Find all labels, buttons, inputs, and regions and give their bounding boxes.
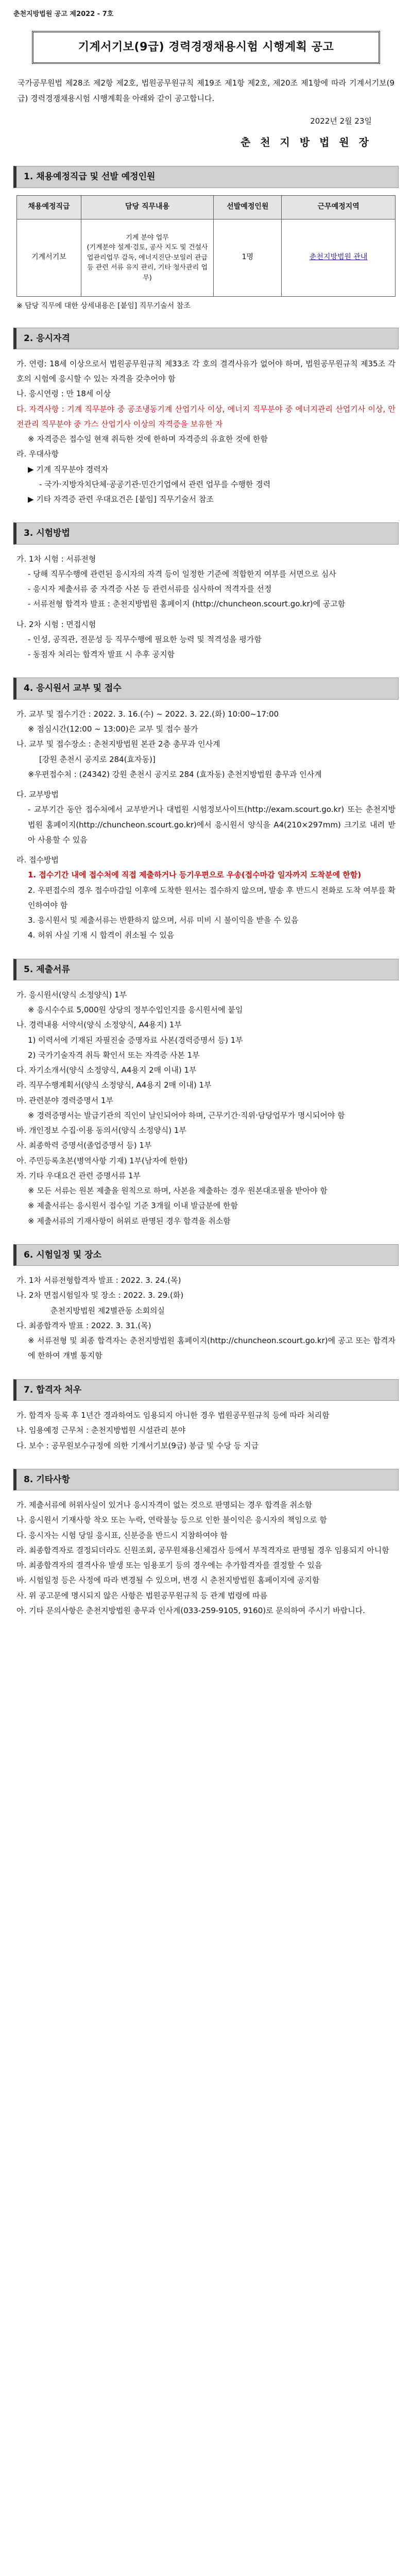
section-documents [13, 988, 399, 1229]
section-qualifications [13, 357, 399, 507]
section-header-qualifications: 2. 응시자격 [13, 328, 399, 349]
section-header-application: 4. 응시원서 교부 및 접수 [13, 677, 399, 699]
section-header-schedule: 6. 시험일정 및 장소 [13, 1244, 399, 1266]
list-item: 다. 보수 : 공무원보수규정에 의한 기계서기보(9급) 봉급 및 수당 등 지급 [16, 1440, 259, 1450]
list-item: 마. 관련분야 경력증명서 1부 [16, 1095, 114, 1105]
table-header-cell: 근무예정지역 [282, 195, 396, 219]
list-item: 라. 우대사항 [16, 449, 59, 459]
list-item: 2) 국가기술자격 취득 확인서 또는 자격증 사본 1부 [28, 1050, 200, 1060]
list-item: 2. 우편접수의 경우 접수마감일 이후에 도착한 원서는 접수하지 않으며, 발송 후 반드시 전화로 도착 여부를 확인하여야 함 [28, 885, 396, 910]
list-item: - 교부기간 동안 접수처에서 교부받거나 대법원 시험정보사이트(http://exam.scourt.go.kr) 또는 춘천지방법원 홈페이지(http://chuncheon.scourt.go.kr)에서 응시원서 양식을 A4(210×297mm) 크기로 내려 받아 사용할 수 있음 [28, 805, 396, 844]
list-item: 가. 1차 서류전형합격자 발표 : 2022. 3. 24.(목) [16, 1276, 181, 1285]
table-header-cell: 선발예정인원 [214, 195, 282, 219]
section-header-misc: 8. 기타사항 [13, 1469, 399, 1490]
section-header-recruitment: 1. 채용예정직급 및 선발 예정인원 [13, 166, 399, 188]
page-title: 기계서기보(9급) 경력경쟁채용시험 시행계획 공고 [32, 31, 380, 64]
list-item: 라. 접수방법 [16, 855, 59, 865]
list-item: ※ 제출서류는 응시원서 접수일 기준 3개월 이내 발급분에 한함 [28, 1201, 238, 1211]
list-item: 가. 1차 시험 : 서류전형 [16, 554, 96, 564]
table-header-cell: 채용예정직급 [17, 195, 81, 219]
list-item: 가. 연령: 18세 이상으로서 법원공무원규칙 제33조 각 호의 결격사유가 없어야 하며, 법원공무원규칙 제35조 각 호의 시험에 응시할 수 있는 자격을 갖추어야 함 [16, 359, 396, 384]
list-item: - 서류전형 합격자 발표 : 춘천지방법원 홈페이지 (http://chuncheon.scourt.go.kr)에 공고함 [28, 599, 346, 609]
table-header-cell: 담당 직무내용 [81, 195, 213, 219]
list-item: 가. 교부 및 접수기간 : 2022. 3. 16.(수) ~ 2022. 3. 22.(화) 10:00~17:00 [16, 709, 279, 719]
section-header-exam-method: 3. 시험방법 [13, 522, 399, 544]
list-item: 사. 위 공고문에 명시되지 않은 사항은 법원공무원규칙 등 관계 법령에 따름 [16, 1590, 268, 1600]
list-item: 3. 응시원서 및 제출서류는 반환하지 않으며, 서류 미비 시 불이익을 받을 수 있음 [28, 916, 299, 925]
list-item: 나. 응시원서 기재사항 착오 또는 누락, 연락불능 등으로 인한 불이익은 응시자의 책임으로 함 [16, 1515, 327, 1525]
list-item: 마. 최종합격자의 결격사유 발생 또는 임용포기 등의 경우에는 추가합격자를 결정할 수 있음 [16, 1561, 322, 1570]
list-item: 아. 기타 문의사항은 춘천지방법원 총무과 인사계(033-259-9105, 9160)로 문의하여 주시기 바랍니다. [16, 1605, 366, 1615]
list-item: 나. 2차 면접시험일자 및 장소 : 2022. 3. 29.(화) [16, 1291, 184, 1300]
list-item: 나. 교부 및 접수장소 : 춘천지방법원 본관 2층 총무과 인사계 [16, 739, 220, 749]
list-item: ※ 서류전형 및 최종 합격자는 춘천지방법원 홈페이지(http://chuncheon.scourt.go.kr)에 공고 또는 합격자에 한하여 개별 통지함 [28, 1336, 396, 1361]
list-item: 라. 최종합격자로 결정되더라도 신원조회, 공무원채용신체검사 등에서 부적격자로 판명될 경우 임용되지 아니함 [16, 1545, 389, 1555]
list-item: 다. 교부방법 [16, 790, 59, 800]
list-item: ※ 점심시간(12:00 ~ 13:00)은 교부 및 접수 불가 [28, 724, 198, 734]
list-item: 나. 2차 시험 : 면접시험 [16, 619, 96, 629]
list-item: 바. 시험일정 등은 사정에 따라 변경될 수 있으며, 변경 시 춘천지방법원 홈페이지에 공지함 [16, 1575, 320, 1585]
list-item: 아. 주민등록초본(병역사항 기재) 1부(남자에 한함) [16, 1156, 188, 1165]
section-exam-method [13, 552, 399, 663]
section-application [13, 707, 399, 943]
list-item: - 인성, 공직관, 전문성 등 직무수행에 필요한 능력 및 적격성을 평가함 [28, 634, 262, 644]
list-item: ※ 경력증명서는 발급기관의 직인이 날인되어야 하며, 근무기간·직위·담당업무가 명시되어야 함 [28, 1110, 345, 1120]
list-item: 춘천지방법원 제2별관동 소회의실 [50, 1306, 165, 1315]
list-item: 가. 합격자 등록 후 1년간 경과하여도 임용되지 아니한 경우 법원공무원규칙 등에 따라 처리함 [16, 1411, 330, 1420]
list-item: [강원 춘천시 공지로 284(효자동)] [39, 754, 156, 764]
section-header-treatment: 7. 합격자 처우 [13, 1379, 399, 1401]
section-header-documents: 5. 제출서류 [13, 959, 399, 980]
list-item: 나. 임용예정 근무처 : 춘천지방법원 시설관리 분야 [16, 1426, 186, 1435]
announcement-date: 2022년 2월 23일 [310, 116, 372, 126]
list-item: - 응시자 제출서류 중 자격증 사본 등 관련서류를 심사하여 적격자를 선정 [28, 584, 272, 594]
list-item: 다. 최종합격자 발표 : 2022. 3. 31.(목) [16, 1320, 151, 1330]
list-item: 바. 개인정보 수집·이용 동의서(양식 소정양식) 1부 [16, 1126, 186, 1136]
list-item: ※ 모든 서류는 원본 제출을 원칙으로 하며, 사본을 제출하는 경우 원본대조필을 받아야 함 [28, 1186, 328, 1196]
list-item-highlight: 1. 접수기간 내에 접수처에 직접 제출하거나 등기우편으로 우송(접수마감 일자까지 도착분에 한함) [28, 870, 362, 880]
list-item: ※우편접수처 : (24342) 강원 춘천시 공지로 284 (효자동) 춘천지방법원 총무과 인사계 [28, 769, 322, 779]
section-schedule [13, 1273, 399, 1364]
list-item: ※ 응시수수료 5,000원 상당의 정부수입인지를 응시원서에 붙임 [28, 1005, 243, 1015]
list-item: 다. 응시자는 시험 당일 응시표, 신분증을 반드시 지참하여야 함 [16, 1530, 228, 1540]
list-item-highlight: 다. 자격사항 : 기계 직무분야 중 공조냉동기계 산업기사 이상, 에너지 직무분야 중 에너지관리 산업기사 이상, 안전관리 직무분야 중 가스 산업기사 이상의 자격증을 보유한 자 [16, 404, 396, 429]
list-item: 나. 경력내용 서약서(양식 소정양식, A4용지) 1부 [16, 1020, 182, 1030]
list-item: ※ 자격증은 접수일 현재 취득한 것에 한하며 자격증의 유효한 것에 한함 [28, 434, 268, 444]
list-item: 4. 허위 사실 기재 시 합격이 취소될 수 있음 [28, 930, 175, 940]
table-row [17, 219, 396, 296]
section-recruitment [13, 195, 399, 312]
list-item: - 국가·지방자치단체·공공기관·민간기업에서 관련 업무를 수행한 경력 [39, 479, 271, 489]
list-item: 나. 응시연령 : 만 18세 이상 [16, 389, 111, 399]
list-item: 사. 최종학력 증명서(졸업증명서 등) 1부 [16, 1141, 152, 1150]
list-item: 가. 응시원서(양식 소정양식) 1부 [16, 990, 127, 999]
region-cell[interactable]: 춘천지방법원 관내 [282, 219, 396, 296]
list-item: 가. 제출서류에 허위사실이 있거나 응시자격이 없는 것으로 판명되는 경우 합격을 취소함 [16, 1500, 313, 1510]
section-misc [13, 1498, 399, 1618]
issuer-name: 춘 천 지 방 법 원 장 [240, 136, 372, 149]
table-note: ※ 담당 직무에 대한 상세내용은 [붙임] 직무기술서 참조 [16, 301, 191, 310]
list-item: - 동점자 처리는 합격자 발표 시 추후 공지함 [28, 650, 175, 659]
section-treatment [13, 1408, 399, 1453]
list-item: 1) 이력서에 기재된 자필진술 증명자료 사본(경력증명서 등) 1부 [28, 1035, 243, 1045]
intro-paragraph: 국가공무원법 제28조 제2항 제2호, 법원공무원규칙 제19조 제1항 제2호, 제20조 제1항에 따라 기계서기보(9급) 경력경쟁채용시험 시행계획을 아래와 같이 공고합니다. [18, 78, 394, 104]
grade-cell: 기계서기보 [17, 219, 81, 296]
announcement-number: 춘천지방법원 공고 제2022 - 7호 [13, 10, 114, 18]
list-item: 라. 직무수행계획서(양식 소정양식, A4용지 2매 이내) 1부 [16, 1080, 212, 1090]
table-header-row [17, 195, 396, 219]
list-item: - 당해 직무수행에 관련된 응시자의 자격 등이 일정한 기준에 적합한지 여부를 서면으로 심사 [28, 569, 336, 579]
duties-cell: 기계 분야 업무 (기계분야 설계·검토, 공사 지도 및 건설사업관리업무 감독, 에너지진단·보일러 관급 등 관련 서류 유지 관리, 기타 청사관리 업무) [81, 219, 213, 296]
count-cell: 1명 [214, 219, 282, 296]
list-item: ▶ 기계 직무분야 경력자 [28, 464, 109, 474]
list-item: 자. 기타 우대요건 관련 증명서류 1부 [16, 1171, 141, 1180]
list-item: ▶ 기타 자격증 관련 우대요건은 [붙임] 직무기술서 참조 [28, 495, 214, 504]
list-item: 다. 자기소개서(양식 소정양식, A4용지 2매 이내) 1부 [16, 1065, 197, 1075]
recruitment-table [16, 195, 396, 297]
list-item: ※ 제출서류의 기재사항이 허위로 판명된 경우 합격을 취소함 [28, 1216, 231, 1226]
